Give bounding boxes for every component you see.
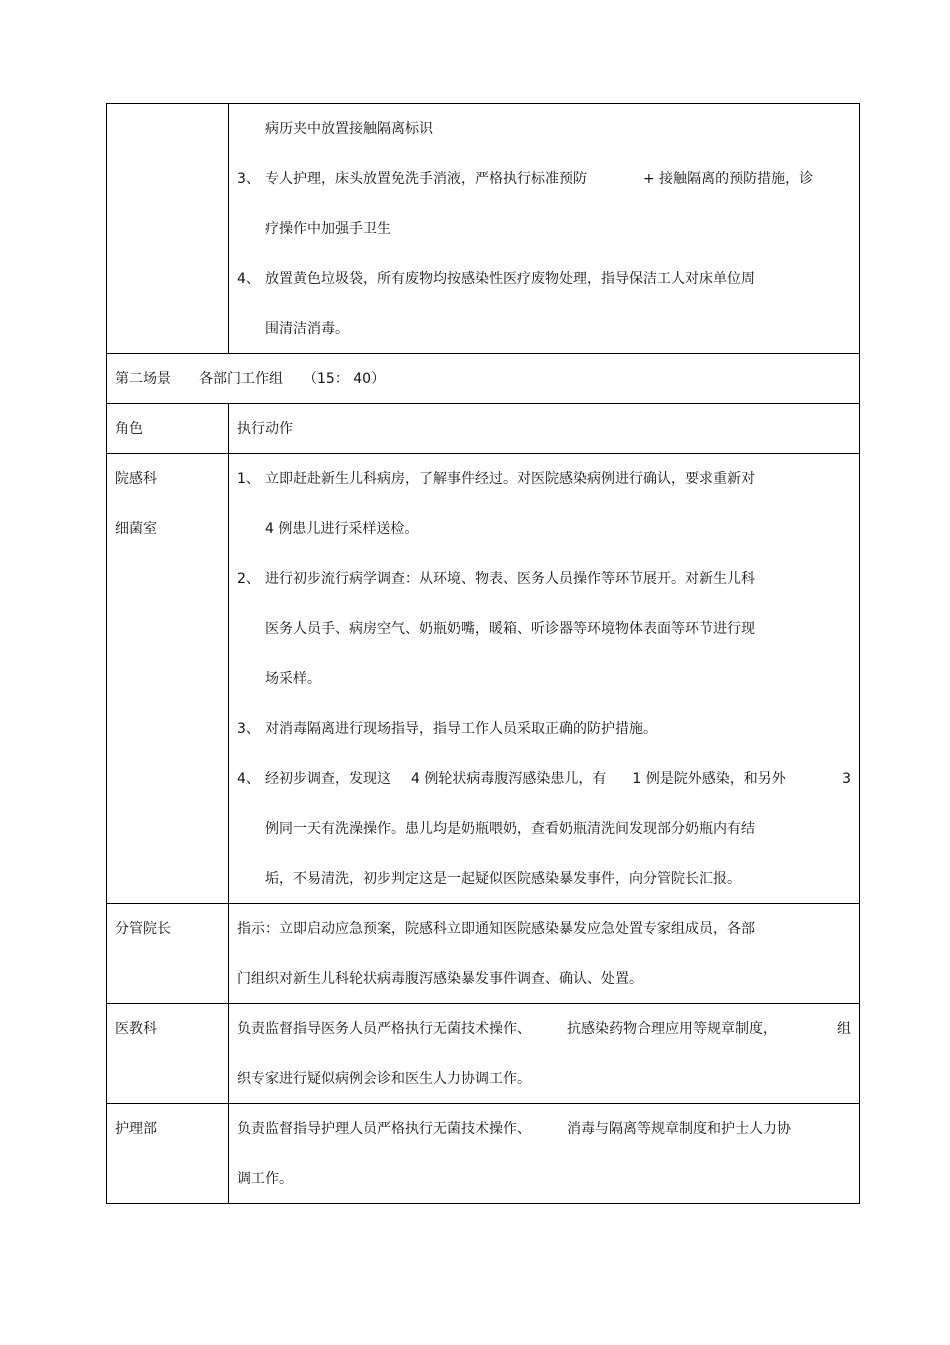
text-fragment: 4 例轮状病毒腹泻感染患儿，有	[411, 771, 607, 787]
action-cell	[229, 454, 860, 904]
table-row	[107, 1104, 860, 1204]
list-item	[237, 713, 851, 763]
item-number: 4、	[237, 771, 260, 787]
item-number: 3、	[237, 171, 260, 187]
text-fragment: 经初步调查，发现这	[265, 771, 391, 787]
role-name: 细菌室	[115, 521, 157, 537]
text-fragment: 进行初步流行病学调查：从环境、物表、医务人员操作等环节展开。对新生儿科	[265, 571, 755, 587]
text-fragment: 抗感染药物合理应用等规章制度，	[567, 1021, 777, 1037]
text-line: 织专家进行疑似病例会诊和医生人力协调工作。	[237, 1071, 531, 1087]
item-number: 2、	[237, 571, 260, 587]
table-row	[107, 104, 860, 354]
table-row	[107, 454, 860, 904]
role-name: 分管院长	[115, 921, 171, 937]
text-line: 垢，不易清洗，初步判定这是一起疑似医院感染暴发事件，向分管院长汇报。	[265, 871, 741, 887]
text-fragment: 放置黄色垃圾袋，所有废物均按感染性医疗废物处理，指导保洁工人对床单位周	[265, 271, 755, 287]
text-fragment: 1 例是院外感染，和另外	[632, 771, 786, 787]
emergency-drill-table	[106, 103, 860, 1204]
scene-group: 各部门工作组	[199, 371, 283, 387]
text-fragment: 3	[842, 771, 851, 787]
text-fragment: 负责监督指导医务人员严格执行无菌技术操作、	[237, 1021, 531, 1037]
scene-cell	[107, 354, 860, 404]
header-row	[107, 404, 860, 454]
item-number: 4、	[237, 271, 260, 287]
text-line: 调工作。	[237, 1171, 293, 1187]
text-fragment: 消毒与隔离等规章制度和护士人力协	[567, 1121, 791, 1137]
text-line: 疗操作中加强手卫生	[265, 221, 391, 237]
text-line: 4 例患儿进行采样送检。	[265, 521, 419, 537]
column-header-role: 角色	[115, 421, 143, 437]
role-cell	[107, 1104, 229, 1204]
text-fragment: 立即赶赴新生儿科病房，了解事件经过。对医院感染病例进行确认，要求重新对	[265, 471, 755, 487]
text-fragment: + 接触隔离的预防措施，诊	[643, 171, 814, 187]
text-line	[237, 1113, 851, 1163]
header-role-cell	[107, 404, 229, 454]
role-cell	[107, 904, 229, 1004]
text-fragment: 负责监督指导护理人员严格执行无菌技术操作、	[237, 1121, 531, 1137]
text-line: 病历夹中放置接触隔离标识	[265, 121, 433, 137]
list-item	[237, 463, 851, 513]
item-number: 3、	[237, 721, 260, 737]
list-item	[237, 563, 851, 613]
text-line: 门组织对新生儿科轮状病毒腹泻感染暴发事件调查、确认、处置。	[237, 971, 643, 987]
role-name: 院感科	[115, 471, 157, 487]
list-item	[237, 263, 851, 313]
scene-time: （15： 40）	[303, 371, 386, 387]
list-item	[237, 163, 851, 213]
action-cell	[229, 1104, 860, 1204]
item-number: 1、	[237, 471, 260, 487]
role-cell	[107, 1004, 229, 1104]
text-line: 场采样。	[265, 671, 321, 687]
role-cell	[107, 454, 229, 904]
text-fragment: 对消毒隔离进行现场指导，指导工作人员采取正确的防护措施。	[265, 721, 657, 737]
text-line: 医务人员手、病房空气、奶瓶奶嘴，暖箱、听诊器等环境物体表面等环节进行现	[265, 621, 755, 637]
scene-row	[107, 354, 860, 404]
table-row	[107, 904, 860, 1004]
text-line: 围清洁消毒。	[265, 321, 349, 337]
action-cell	[229, 904, 860, 1004]
text-line: 指示：立即启动应急预案，院感科立即通知医院感染暴发应急处置专家组成员，各部	[237, 921, 755, 937]
action-cell	[229, 104, 860, 354]
list-item	[237, 763, 851, 813]
role-name: 护理部	[115, 1121, 157, 1137]
header-action-cell	[229, 404, 860, 454]
scene-label: 第二场景	[115, 371, 171, 387]
text-fragment: 专人护理，床头放置免洗手消液，严格执行标准预防	[265, 171, 587, 187]
table-row	[107, 1004, 860, 1104]
role-cell-empty	[107, 104, 229, 354]
text-line: 例同一天有洗澡操作。患儿均是奶瓶喂奶，查看奶瓶清洗间发现部分奶瓶内有结	[265, 821, 755, 837]
text-fragment: 组	[837, 1021, 851, 1037]
action-cell	[229, 1004, 860, 1104]
column-header-action: 执行动作	[237, 421, 293, 437]
text-line	[237, 1013, 851, 1063]
role-name: 医教科	[115, 1021, 157, 1037]
